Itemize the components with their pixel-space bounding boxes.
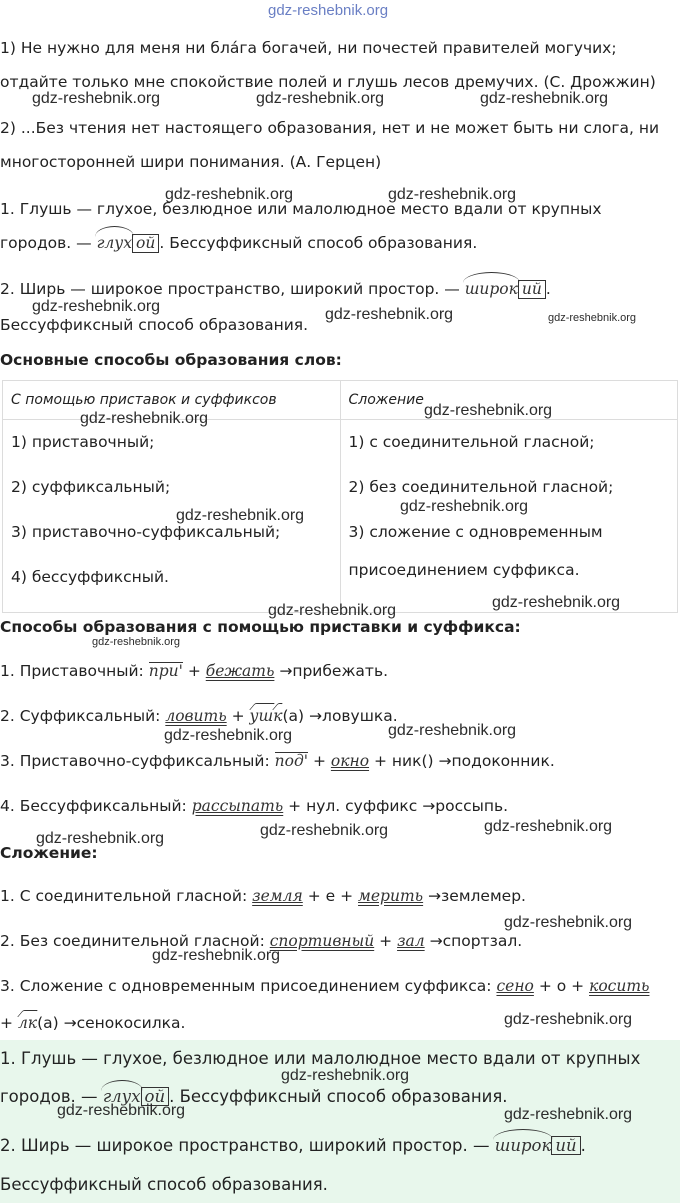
- site-watermark: gdz-reshebnik.org: [492, 594, 621, 611]
- site-watermark: gdz-reshebnik.org: [165, 186, 294, 203]
- example-result: россыпь.: [435, 797, 509, 815]
- example-result: ловушка.: [322, 707, 398, 725]
- table-cell: 1) с соединительной гласной;: [348, 433, 595, 451]
- ending-text: (а): [282, 707, 305, 725]
- analysis2-line1: [0, 279, 551, 299]
- affix-example-3: [0, 751, 555, 771]
- answer-line3: [0, 1136, 586, 1156]
- table-cell: 2) суффиксальный;: [11, 478, 171, 496]
- plus-sign: +: [231, 707, 245, 725]
- root-mark: широк: [494, 1136, 552, 1155]
- analysis1-post: . Бессуффиксный способ образования.: [159, 234, 478, 252]
- table-col-compound: [340, 420, 678, 613]
- site-watermark: gdz-reshebnik.org: [164, 727, 293, 744]
- stem-mark: ловить: [165, 707, 227, 725]
- arrow-icon: →: [422, 797, 436, 815]
- example-result: сенокосилка.: [76, 1014, 186, 1032]
- example-label: 3. Приставочно-суффиксальный:: [0, 752, 270, 770]
- affix-example-2: [0, 706, 398, 726]
- site-watermark: gdz-reshebnik.org: [176, 507, 305, 524]
- site-watermark: gdz-reshebnik.org: [548, 312, 637, 324]
- analysis2-line2: Бессуффиксный способ образования.: [0, 316, 309, 334]
- stem-mark: сено: [496, 977, 534, 995]
- arrow-icon: →: [438, 752, 452, 770]
- compound-heading: Сложение:: [0, 844, 98, 862]
- answer-post: . Бессуффиксный способ образования.: [169, 1087, 508, 1106]
- table-cell: 2) без соединительной гласной;: [348, 478, 614, 496]
- stem-mark: мерить: [358, 887, 424, 905]
- analysis1-pre: городов. —: [0, 234, 92, 252]
- arrow-icon: →: [279, 662, 293, 680]
- root-mark: глух: [96, 234, 133, 252]
- site-watermark: gdz-reshebnik.org: [281, 1067, 410, 1084]
- stem-mark: косить: [589, 977, 650, 995]
- quote1-line2: отдайте только мне спокойствие полей и глушь лесов дремучих. (С. Дрожжин): [0, 73, 656, 91]
- site-watermark: gdz-reshebnik.org: [400, 498, 529, 515]
- stem-mark: земля: [252, 887, 303, 905]
- ending-mark: ий: [551, 1136, 580, 1155]
- table-header-compound: Сложение: [340, 381, 678, 420]
- table-cell: присоединением суффикса.: [348, 561, 580, 579]
- analysis2-post: .: [545, 280, 551, 298]
- example-label: 2. Без соединительной гласной:: [0, 932, 265, 950]
- example-connector: +: [379, 932, 393, 950]
- prefix-mark: под': [274, 752, 309, 770]
- affix-example-4: [0, 796, 508, 816]
- ending-mark: ой: [141, 1087, 170, 1106]
- arrow-icon: →: [428, 887, 442, 905]
- example-connector: + о +: [538, 977, 585, 995]
- example-label: 3. Сложение с одновременным присоединением суффикса:: [0, 977, 492, 995]
- example-result: землемер.: [441, 887, 526, 905]
- example-label: 1. С соединительной гласной:: [0, 887, 248, 905]
- example-label: 2. Суффиксальный:: [0, 707, 161, 725]
- analysis2-pre: 2. Ширь — широкое пространство, широкий простор. —: [0, 280, 460, 298]
- root-mark: глух: [102, 1087, 141, 1106]
- site-watermark: gdz-reshebnik.org: [325, 306, 454, 323]
- site-watermark: gdz-reshebnik.org: [80, 410, 209, 427]
- ending-mark: ой: [132, 234, 159, 253]
- site-watermark: gdz-reshebnik.org: [388, 722, 517, 739]
- site-watermark: gdz-reshebnik.org: [484, 818, 613, 835]
- table-cell: 1) приставочный;: [11, 433, 155, 451]
- site-watermark: gdz-reshebnik.org: [57, 1102, 186, 1119]
- quote2-line1: 2) ...Без чтения нет настоящего образования, нет и не может быть ни слога, ни: [0, 119, 660, 137]
- example-connector: + е +: [307, 887, 354, 905]
- site-watermark: gdz-reshebnik.org: [152, 947, 281, 964]
- quote1-line1: 1) Не нужно для меня ни бла́га богачей, ни почестей правителей могучих;: [0, 39, 617, 57]
- suffix-mark: уш: [249, 707, 274, 725]
- ending-text: (а): [37, 1014, 59, 1032]
- compound-example-1: [0, 886, 526, 906]
- example-rest: + ник(): [373, 752, 434, 770]
- quote2-line2: многосторонней шири понимания. (А. Герцен): [0, 153, 382, 171]
- ending-mark: ий: [518, 280, 546, 299]
- arrow-icon: →: [309, 707, 323, 725]
- example-rest: + нул. суффикс: [288, 797, 418, 815]
- site-watermark: gdz-reshebnik.org: [504, 1106, 633, 1123]
- analysis1-line2: [0, 233, 477, 253]
- site-watermark: gdz-reshebnik.org: [32, 90, 161, 107]
- answer-line1: 1. Глушь — глухое, безлюдное или малолюдное место вдали от крупных: [0, 1049, 641, 1068]
- prefix-mark: при': [148, 662, 183, 680]
- site-watermark: gdz-reshebnik.org: [260, 822, 389, 839]
- site-watermark: gdz-reshebnik.org: [92, 636, 181, 648]
- affix-example-1: [0, 661, 388, 681]
- plus-sign: +: [0, 1014, 13, 1032]
- arrow-icon: →: [63, 1014, 77, 1032]
- stem-mark: спортивный: [269, 932, 375, 950]
- suffix-mark: лк: [17, 1014, 38, 1032]
- example-result: прибежать.: [292, 662, 389, 680]
- example-result: спортзал.: [442, 932, 523, 950]
- site-watermark: gdz-reshebnik.org: [504, 914, 633, 931]
- answer-pre: 2. Ширь — широкое пространство, широкий простор. —: [0, 1136, 490, 1155]
- site-watermark: gdz-reshebnik.org: [504, 1011, 633, 1028]
- table-header-affix: С помощью приставок и суффиксов: [3, 381, 341, 420]
- table-heading: Основные способы образования слов:: [0, 351, 342, 369]
- suffix-mark: к: [273, 707, 283, 725]
- site-watermark: gdz-reshebnik.org: [256, 90, 385, 107]
- stem-mark: бежать: [205, 662, 275, 680]
- stem-mark: окно: [330, 752, 370, 770]
- answer-pre: городов. —: [0, 1087, 98, 1106]
- arrow-icon: →: [429, 932, 443, 950]
- root-mark: широк: [464, 280, 518, 298]
- plus-sign: +: [312, 752, 326, 770]
- stem-mark: рассыпать: [191, 797, 284, 815]
- site-watermark: gdz-reshebnik.org: [388, 186, 517, 203]
- site-watermark: gdz-reshebnik.org: [480, 90, 609, 107]
- table-cell: 3) приставочно-суффиксальный;: [11, 523, 281, 541]
- example-label: 4. Бессуффиксальный:: [0, 797, 187, 815]
- example-label: 1. Приставочный:: [0, 662, 144, 680]
- site-watermark: gdz-reshebnik.org: [424, 402, 553, 419]
- compound-example-3-line2: [0, 1013, 185, 1033]
- table-cell: 4) бессуффиксный.: [11, 568, 169, 586]
- stem-mark: зал: [397, 932, 425, 950]
- example-result: подоконник.: [451, 752, 555, 770]
- plus-sign: +: [187, 662, 201, 680]
- site-watermark-top: gdz-reshebnik.org: [268, 2, 389, 19]
- table-cell: 3) сложение с одновременным: [348, 523, 603, 541]
- site-watermark: gdz-reshebnik.org: [36, 830, 165, 847]
- analysis1-line1: 1. Глушь — глухое, безлюдное или малолюдное место вдали от крупных: [0, 200, 602, 218]
- answer-line4: Бессуффиксный способ образования.: [0, 1175, 328, 1194]
- answer-post: .: [580, 1136, 586, 1155]
- site-watermark: gdz-reshebnik.org: [32, 298, 161, 315]
- compound-example-3: [0, 976, 649, 996]
- site-watermark: gdz-reshebnik.org: [268, 602, 397, 619]
- affix-heading: Способы образования с помощью приставки и суффикса:: [0, 618, 521, 636]
